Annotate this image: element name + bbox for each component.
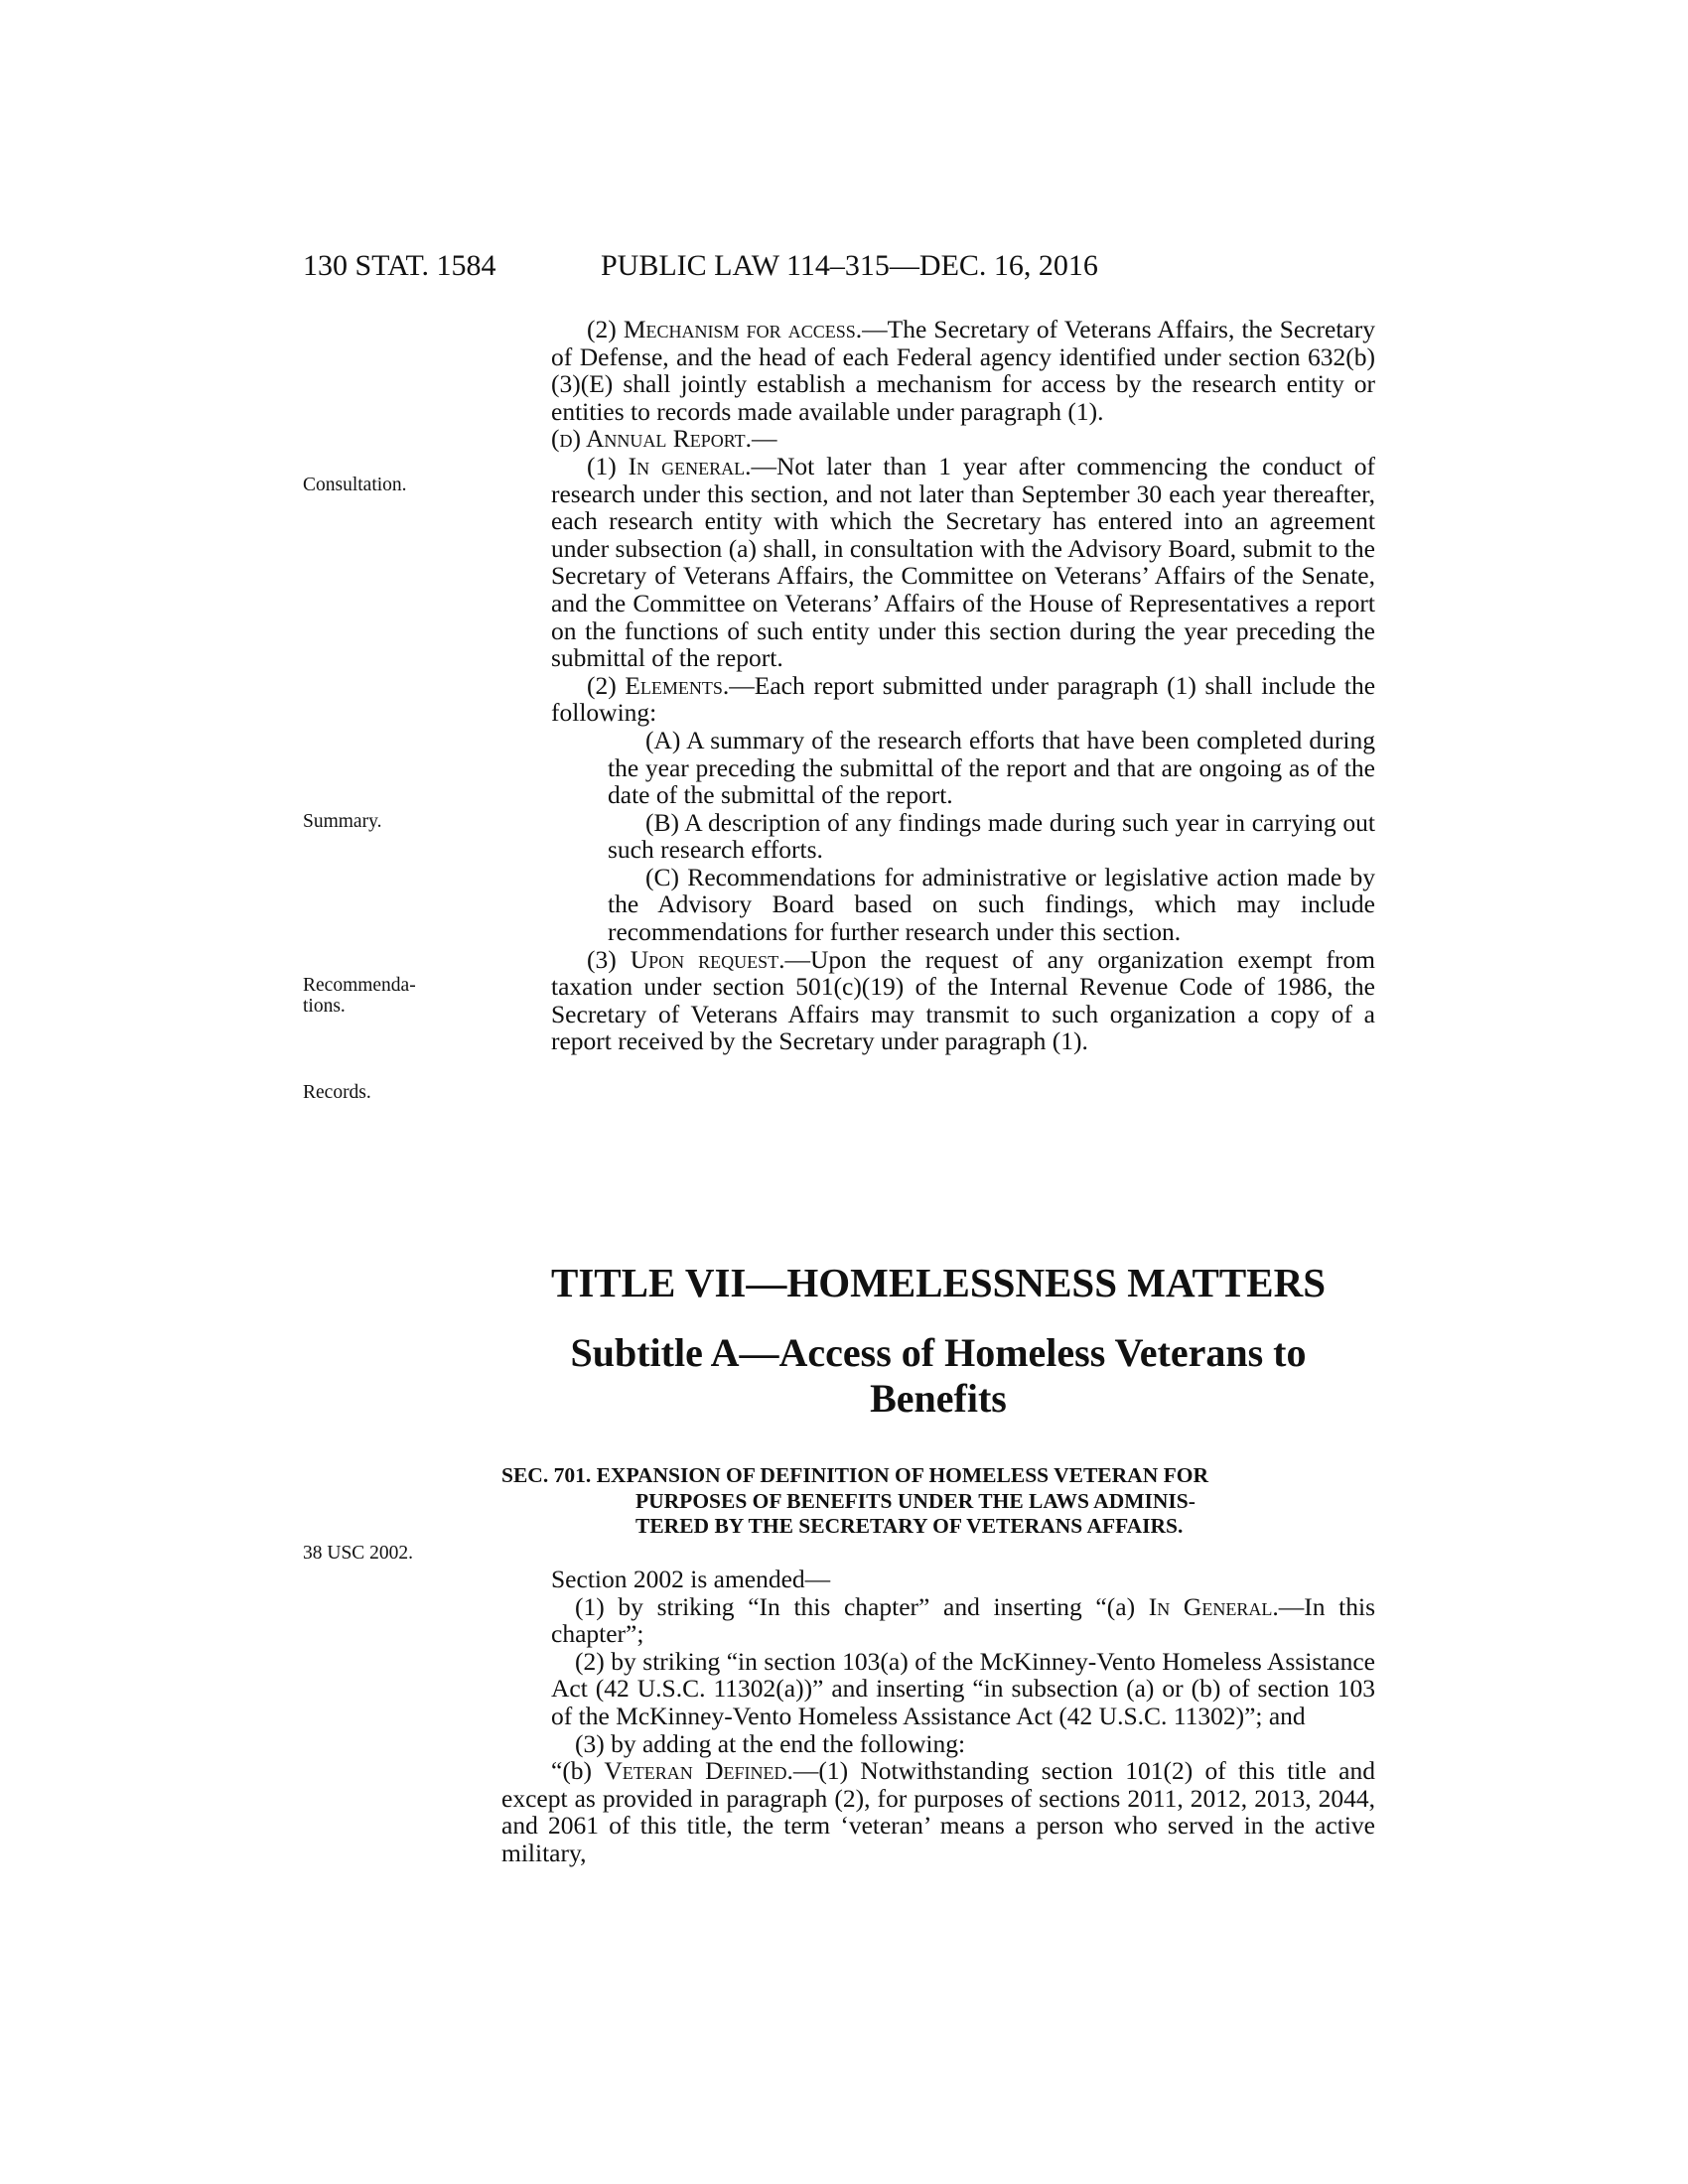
heading-annual-report: [551, 425, 1375, 453]
paragraph-c2: [551, 316, 1375, 425]
amend-item-1-pre: (1) by striking “In this chapter” and inserting “(a): [575, 1591, 1149, 1621]
margin-note-summary: Summary.: [303, 811, 382, 832]
section-heading-line2: PURPOSES OF BENEFITS UNDER THE LAWS ADMINIS-: [635, 1488, 1196, 1513]
heading-mechanism-for-access: (2) Mechanism for access.—: [587, 315, 888, 343]
paragraph-d1: [551, 453, 1375, 672]
margin-note-recommendations-line2: tions.: [303, 996, 346, 1017]
text-elements: Each report submitted under paragraph (1) shall include the following:: [551, 670, 1376, 728]
heading-annual-report-text: (d) Annual Report.—: [551, 424, 777, 454]
amend-item-1-post: —In this chapter”;: [551, 1591, 1375, 1649]
amend-item-1: [501, 1593, 1375, 1648]
paragraph-d2B: (B) A description of any findings made during such year in carrying out such research efforts.: [608, 807, 1375, 865]
margin-note-records: Records.: [303, 1082, 371, 1103]
amend-b-pre: “(b): [551, 1756, 605, 1786]
margin-note-recommendations-line1: Recommenda-: [303, 975, 416, 996]
section-heading-line3: TERED BY THE SECRETARY OF VETERANS AFFAIRS.: [635, 1514, 1184, 1538]
amend-b-heading: Veteran Defined.: [604, 1756, 793, 1786]
heading-upon-request: (3) Upon request.—: [587, 944, 810, 974]
margin-note-usc: 38 USC 2002.: [303, 1543, 414, 1564]
statute-page-number: 130 STAT. 1584: [303, 249, 496, 282]
subtitle-line1: Subtitle A—Access of Homeless Veterans to: [570, 1330, 1307, 1375]
paragraph-d3: [551, 946, 1375, 1055]
amend-veteran-defined: [501, 1757, 1375, 1866]
amend-item-3: (3) by adding at the end the following:: [575, 1728, 966, 1758]
section-heading: [501, 1463, 1375, 1540]
text-in-general: Not later than 1 year after commencing the conduct of research under this section, and not later than September 30 each year thereafter, each research entity with which the Secretary has entered into an agreement under subsection (a) shall, in consultation with the Advisory Board, submit to the Secretary of Veterans Affairs, the Committee on Veterans’ Affairs of the Senate, and the Committee on Veterans’ Affairs of the House of Representatives a report on the functions of such entity under this section during the year preceding the submittal of the report.: [551, 451, 1375, 673]
text-upon-request: Upon the request of any organization exempt from taxation under section 501(c)(19) of the Internal Revenue Code of 1986, the Secretary of Veterans Affairs may transmit to such organization a copy of a report received by the Secretary under paragraph (1).: [551, 944, 1375, 1056]
subtitle-heading: [501, 1330, 1375, 1422]
subtitle-line2: Benefits: [870, 1376, 1007, 1421]
amend-b-text: —(1) Notwithstanding section 101(2) of this title and except as provided in paragraph (2), for purposes of sections 2011, 2012, 2013, 2044, and 2061 of this title, the term ‘veteran’ means a person who served in the active military,: [501, 1756, 1375, 1867]
section-heading-line1: SEC. 701. EXPANSION OF DEFINITION OF HOMELESS VETERAN FOR: [501, 1463, 1208, 1487]
title-heading: TITLE VII—HOMELESSNESS MATTERS: [550, 1260, 1327, 1305]
heading-in-general: (1) In general.—: [587, 451, 776, 480]
paragraph-d2C: (C) Recommendations for administrative or legislative action made by the Advisory Board based on such findings, which may include recommendations for further research under this section.: [608, 862, 1375, 947]
heading-elements: (2) Elements.—: [587, 670, 755, 700]
amendment-text: [501, 1566, 1375, 1867]
amend-intro: Section 2002 is amended—: [551, 1565, 831, 1593]
paragraph-d2A: (A) A summary of the research efforts that have been completed during the year preceding the submittal of the report and that are ongoing as of the date of the submittal of the report.: [608, 725, 1375, 810]
main-text-column: [551, 316, 1375, 1055]
public-law-header: PUBLIC LAW 114–315—DEC. 16, 2016: [601, 249, 1098, 282]
amend-item-1-heading: In General.: [1148, 1591, 1279, 1621]
paragraph-d2: [551, 672, 1375, 727]
margin-note-consultation: Consultation.: [303, 475, 407, 495]
margin-note-recommendations: [303, 975, 462, 1017]
text-mechanism-for-access: The Secretary of Veterans Affairs, the Secretary of Defense, and the head of each Federal agency identified under section 632(b)(3)(E) shall jointly establish a mechanism for access by the research entity or entities to records made available under paragraph (1).: [551, 315, 1375, 426]
amend-item-2: (2) by striking “in section 103(a) of the McKinney-Vento Homeless Assistance Act (42 U.S.C. 11302(a))” and inserting “in subsection (a) or (b) of section 103 of the McKinney-Vento Homeless Assistance Act (42 U.S.C. 11302)”; and: [551, 1646, 1375, 1730]
